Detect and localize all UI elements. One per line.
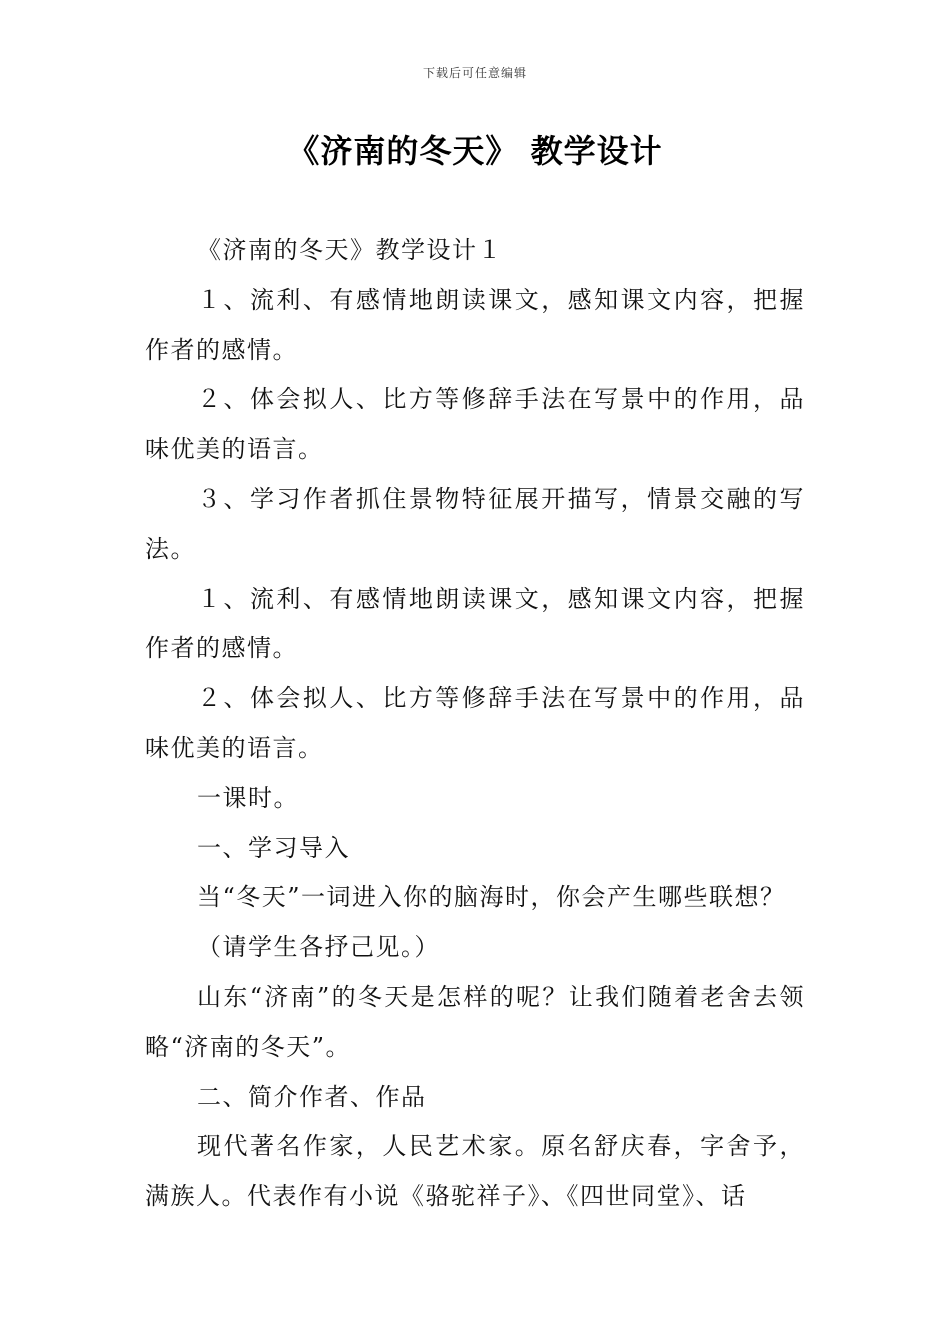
paragraph: ２、体会拟人、比方等修辞手法在写景中的作用，品味优美的语言。: [145, 385, 805, 464]
paragraph: 现代著名作家，人民艺术家。原名舒庆春，字舍予，满族人。代表作有小说《骆驼祥子》、《四世同堂》、话: [145, 1132, 805, 1211]
paragraph: 一、学习导入: [197, 833, 350, 862]
paragraph: ３、学习作者抓住景物特征展开描写，情景交融的写法。: [145, 484, 805, 563]
paragraph: 二、简介作者、作品: [197, 1082, 427, 1111]
paragraph: 山东“济南”的冬天是怎样的呢？让我们随着老舍去领略“济南的冬天”。: [145, 982, 805, 1061]
paragraph: 《济南的冬天》教学设计１: [197, 236, 503, 264]
paragraph: １、流利、有感情地朗读课文，感知课文内容，把握作者的感情。: [145, 285, 805, 364]
document-title: 《济南的冬天》 教学设计: [287, 132, 663, 170]
paragraph: １、流利、有感情地朗读课文，感知课文内容，把握作者的感情。: [145, 584, 805, 663]
paragraph: （请学生各抒己见。）: [197, 933, 440, 962]
paragraph: 当“冬天”一词进入你的脑海时，你会产生哪些联想？: [197, 883, 786, 912]
header-note: 下载后可任意编辑: [422, 66, 527, 80]
paragraph: 一课时。: [197, 783, 299, 812]
paragraph: ２、体会拟人、比方等修辞手法在写景中的作用，品味优美的语言。: [145, 684, 805, 762]
document-body: [145, 226, 805, 1222]
